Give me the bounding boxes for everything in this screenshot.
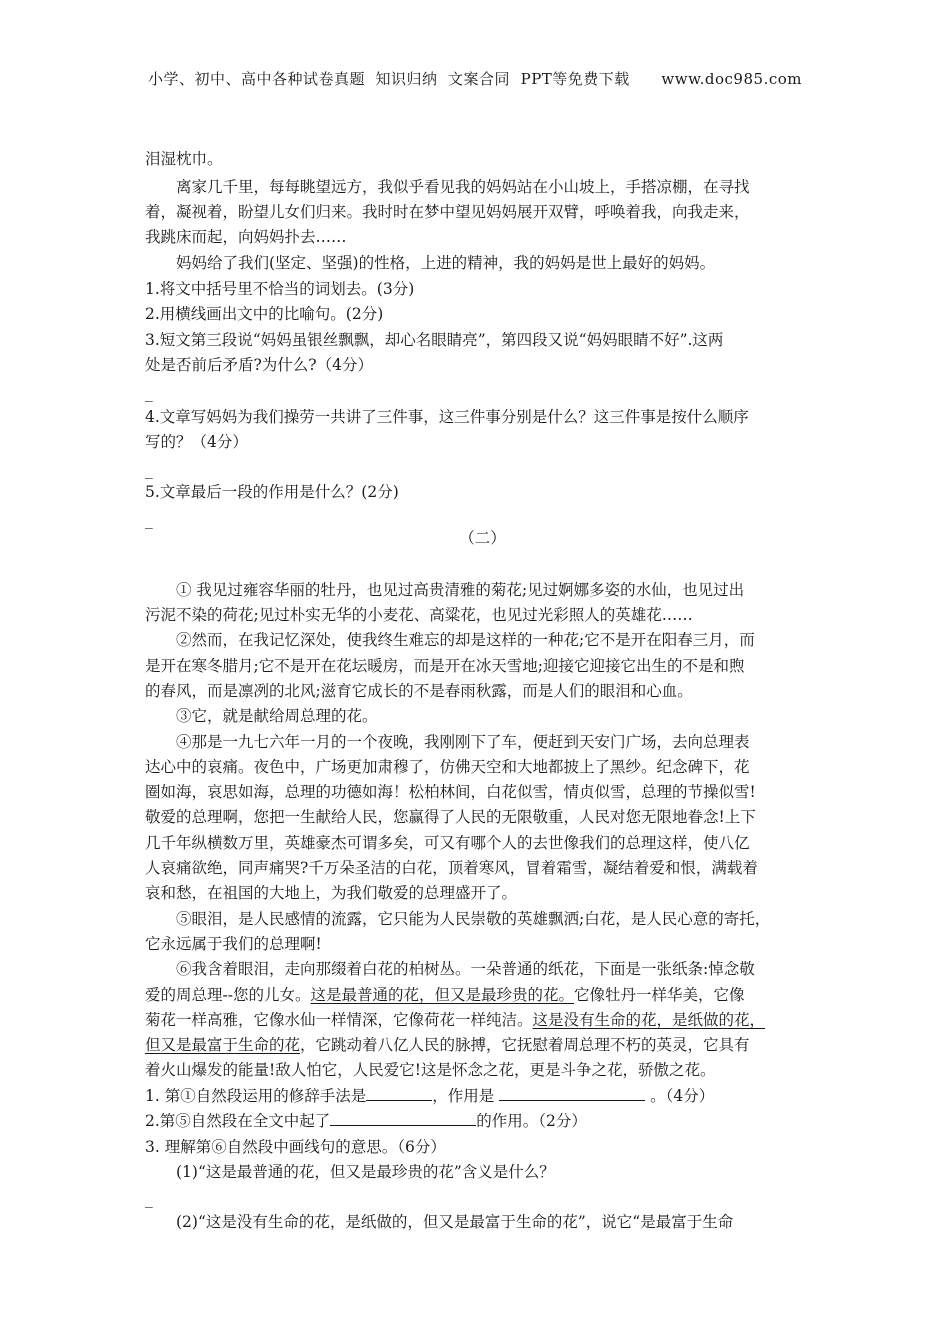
paragraph-line: 它永远属于我们的总理啊! (145, 935, 322, 953)
paragraph-line: 污泥不染的荷花;见过朴实无华的小麦花、高粱花，也见过光彩照人的英雄花…… (145, 606, 693, 624)
paragraph-line: ②然而，在我记忆深处，使我终生难忘的却是这样的一种花;它不是开在阳春三月，而 (176, 631, 755, 649)
answer-line: _ (145, 461, 153, 479)
paragraph-line: ⑥我含着眼泪，走向那缀着白花的柏树丛。一朵普通的纸花，下面是一张纸条:悼念敬 (176, 960, 755, 978)
paragraph-line (145, 984, 745, 1006)
paragraph-line: ③它，就是献给周总理的花。 (176, 707, 378, 725)
paragraph-line: 着，凝视着，盼望儿女们归来。我时时在梦中望见妈妈展开双臂，呼唤着我，向我走来， (145, 203, 750, 221)
text-run: 爱的周总理--您的儿女。 (145, 986, 311, 1004)
answer-line: _ (145, 384, 153, 402)
question-3: 3.短文第三段说“妈妈虽银丝飘飘，却心名眼睛亮”，第四段又说“妈妈眼睛不好”.这两 (145, 331, 724, 349)
paragraph-end: 泪湿枕巾。 (145, 150, 223, 168)
question-2 (145, 1110, 587, 1132)
underlined-sentence: 这是最普通的花，但又是最珍贵的花。 (310, 986, 574, 1004)
section-heading: （二） (459, 529, 506, 547)
paragraph-line: 妈妈给了我们(坚定、坚强)的性格，上进的精神，我的妈妈是世上最好的妈妈。 (176, 254, 716, 272)
answer-line: _ (145, 1190, 153, 1208)
paragraph-line: 达心中的哀痛。夜色中，广场更加肃穆了，仿佛天空和大地都披上了黑纱。纪念碑下，花 (145, 758, 750, 776)
answer-blank[interactable] (330, 1110, 476, 1126)
question-1: 1.将文中括号里不恰当的词划去。(3分) (145, 280, 415, 298)
text-run: 菊花一样高雅，它像水仙一样情深，它像荷花一样纯洁。 (145, 1011, 533, 1029)
answer-line: _ (145, 511, 153, 529)
text-run: ，它跳动着八亿人民的脉搏，它抚慰着周总理不朽的英灵，它具有 (300, 1036, 750, 1054)
text-run: 它像牡丹一样华美，它像 (574, 986, 745, 1004)
underlined-sentence: 这是没有生命的花，是纸做的花， (532, 1011, 766, 1029)
paragraph-line: 离家几千里，每每眺望远方，我似乎看见我的妈妈站在小山坡上，手搭凉棚，在寻找 (176, 178, 750, 196)
question-3-cont: 处是否前后矛盾?为什么?（4分） (145, 356, 373, 374)
question-text: 。（4分） (650, 1087, 715, 1105)
question-3: 3. 理解第⑥自然段中画线句的意思。（6分） (145, 1138, 446, 1156)
paragraph-line: 我跳床而起，向妈妈扑去…… (145, 228, 347, 246)
question-4-cont: 写的？（4分） (145, 433, 248, 451)
paragraph-line: 圈如海，哀思如海，总理的功德如海！松柏林间，白花似雪，情贞似雪，总理的节操似雪! (145, 783, 756, 801)
paragraph-line: ⑤眼泪，是人民感情的流露，它只能为人民崇敬的英雄飘洒;白花，是人民心意的寄托， (176, 910, 771, 928)
paragraph-line: 人哀痛欲绝，同声痛哭?千万朵圣洁的白花，顶着寒风，冒着霜雪，凝结着爱和恨，满载着 (145, 859, 758, 877)
question-3-sub-1: (1)“这是最普通的花，但又是最珍贵的花”含义是什么？ (176, 1163, 555, 1181)
paragraph-line: ① 我见过雍容华丽的牡丹，也见过高贵清雅的菊花;见过婀娜多姿的水仙，也见过出 (176, 581, 745, 599)
question-text: ，作用是 (432, 1087, 495, 1105)
question-4: 4.文章写妈妈为我们操劳一共讲了三件事，这三件事分别是什么？这三件事是按什么顺序 (145, 408, 749, 426)
answer-blank[interactable] (366, 1085, 432, 1101)
question-text: 1. 第①自然段运用的修辞手法是 (145, 1087, 367, 1105)
question-5: 5.文章最后一段的作用是什么？(2分) (145, 483, 399, 501)
paragraph-line: 哀和愁，在祖国的大地上，为我们敬爱的总理盛开了。 (145, 884, 518, 902)
answer-blank[interactable] (499, 1085, 645, 1101)
page-header: 小学、初中、高中各种试卷真题 知识归纳 文案合同 PPT等免费下载 www.doc985.com (147, 70, 802, 88)
paragraph-line: 是开在寒冬腊月;它不是开在花坛暖房，而是开在冰天雪地;迎接它迎接它出生的不是和煦 (145, 657, 745, 675)
paragraph-line: 几千年纵横数万里，英雄豪杰可谓多矣，可又有哪个人的去世像我们的总理这样，使八亿 (145, 834, 750, 852)
paragraph-line: 着火山爆发的能量!敌人怕它，人民爱它!这是怀念之花，更是斗争之花，骄傲之花。 (145, 1061, 716, 1079)
underlined-sentence: 但又是最富于生命的花 (145, 1036, 301, 1054)
paragraph-line (145, 1009, 765, 1031)
paragraph-line (145, 1034, 750, 1056)
question-text: 的作用。（2分） (476, 1112, 587, 1130)
paragraph-line: 的春风，而是凛冽的北风;滋育它成长的不是春雨秋露，而是人们的眼泪和心血。 (145, 682, 693, 700)
paragraph-line: 敬爱的总理啊，您把一生献给人民，您赢得了人民的无限敬重，人民对您无限地眷念!上下 (145, 808, 756, 826)
question-2: 2.用横线画出文中的比喻句。(2分) (145, 305, 384, 323)
paragraph-line: ④那是一九七六年一月的一个夜晚，我刚刚下了车，便赶到天安门广场，去向总理表 (176, 733, 750, 751)
question-text: 2.第⑤自然段在全文中起了 (145, 1112, 331, 1130)
question-1 (145, 1085, 714, 1107)
question-3-sub-2: (2)“这是没有生命的花，是纸做的，但又是最富于生命的花”，说它“是最富于生命 (176, 1213, 734, 1231)
